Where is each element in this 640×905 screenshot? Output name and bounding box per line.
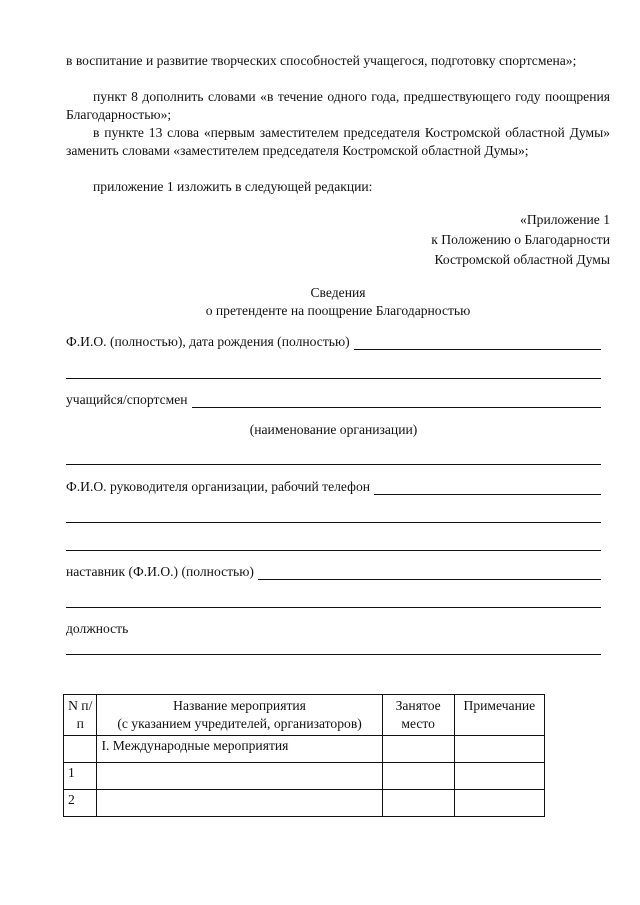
appendix-reference bbox=[431, 210, 610, 270]
head-field bbox=[66, 479, 601, 495]
mentor-field bbox=[66, 564, 601, 580]
table-row-section bbox=[64, 736, 545, 763]
row-number: 1 bbox=[64, 763, 97, 790]
events-table bbox=[63, 694, 545, 817]
table-cell[interactable] bbox=[454, 763, 544, 790]
head-line-2[interactable] bbox=[66, 522, 601, 523]
student-input-line[interactable] bbox=[192, 393, 601, 408]
position-line[interactable] bbox=[66, 654, 601, 655]
head-line-3[interactable] bbox=[66, 550, 601, 551]
table-header-row bbox=[64, 695, 545, 736]
table-cell[interactable] bbox=[382, 790, 454, 817]
student-field bbox=[66, 392, 601, 408]
fio-input-line[interactable] bbox=[354, 335, 601, 350]
position-field bbox=[66, 621, 601, 637]
header-name-line-2: (с указанием учредителей, организаторов) bbox=[117, 716, 362, 731]
paragraph-2: пункт 8 дополнить словами «в течение одного года, предшествующего году поощрения Благодарностью»; bbox=[66, 89, 610, 122]
table-cell[interactable] bbox=[382, 736, 454, 763]
head-input-line[interactable] bbox=[374, 480, 601, 495]
student-label: учащийся/спортсмен bbox=[66, 392, 188, 407]
fio-field bbox=[66, 334, 601, 350]
paragraph-3: в пункте 13 слова «первым заместителем председателя Костромской областной Думы» заменить словами «заместителем председателя Костромской областной Думы»; bbox=[66, 125, 610, 158]
mentor-line-2[interactable] bbox=[66, 607, 601, 608]
header-note: Примечание bbox=[454, 695, 544, 736]
table-cell[interactable] bbox=[454, 790, 544, 817]
mentor-input-line[interactable] bbox=[258, 565, 601, 580]
header-name bbox=[97, 695, 382, 736]
appendix-line-3: Костромской областной Думы bbox=[434, 252, 610, 267]
table-cell[interactable] bbox=[97, 790, 382, 817]
head-label: Ф.И.О. руководителя организации, рабочий телефон bbox=[66, 479, 371, 494]
table-cell[interactable] bbox=[454, 736, 544, 763]
org-line[interactable] bbox=[66, 464, 601, 465]
header-name-line-1: Название мероприятия bbox=[173, 698, 306, 713]
appendix-line-2: к Положению о Благодарности bbox=[431, 232, 610, 247]
section-title: I. Международные мероприятия bbox=[97, 736, 382, 763]
fio-label: Ф.И.О. (полностью), дата рождения (полностью) bbox=[66, 334, 350, 349]
form-subtitle: о претенденте на поощрение Благодарностью bbox=[205, 303, 471, 318]
appendix-line-1: «Приложение 1 bbox=[520, 212, 610, 227]
paragraph-1: в воспитание и развитие творческих способностей учащегося, подготовку спортсмена»; bbox=[66, 53, 577, 68]
mentor-label: наставник (Ф.И.О.) (полностью) bbox=[66, 564, 254, 579]
paragraph-4: приложение 1 изложить в следующей редакции: bbox=[93, 179, 373, 194]
table-cell[interactable] bbox=[97, 763, 382, 790]
table-row bbox=[64, 790, 545, 817]
row-number: 2 bbox=[64, 790, 97, 817]
org-caption: (наименование организации) bbox=[249, 422, 418, 437]
table-row bbox=[64, 763, 545, 790]
table-cell[interactable] bbox=[64, 736, 97, 763]
header-place: Занятое место bbox=[382, 695, 454, 736]
fio-continuation-line[interactable] bbox=[66, 378, 601, 379]
form-title: Сведения bbox=[310, 285, 366, 300]
position-label: должность bbox=[66, 621, 129, 636]
header-num: N п/п bbox=[64, 695, 97, 736]
table-cell[interactable] bbox=[382, 763, 454, 790]
